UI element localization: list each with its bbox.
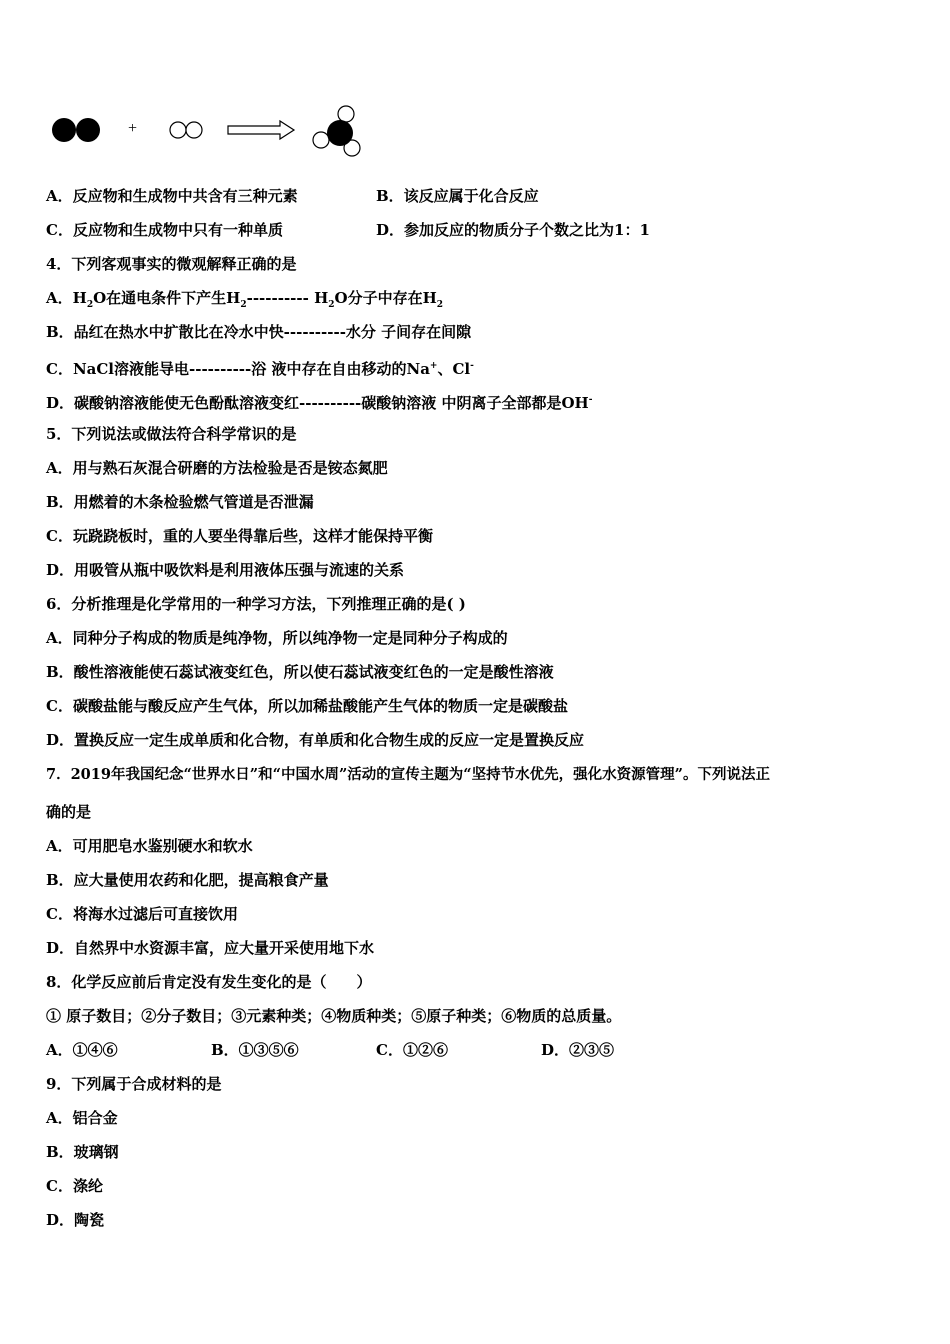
q8-option-c[interactable]: C．①②⑥ [376, 1041, 448, 1059]
reactant-molecule-light-atom-2 [186, 122, 202, 138]
reaction-arrow [228, 121, 294, 139]
reaction-diagram [48, 100, 378, 164]
q8-option-d[interactable]: D．②③⑤ [541, 1041, 615, 1059]
q6-option-a[interactable]: A．同种分子构成的物质是纯净物，所以纯净物一定是同种分子构成的 [46, 629, 508, 647]
q5-stem: 5．下列说法或做法符合科学常识的是 [46, 425, 297, 443]
q5-option-d[interactable]: D．用吸管从瓶中吸饮料是利用液体压强与流速的关系 [46, 561, 405, 579]
q6-option-b[interactable]: B．酸性溶液能使石蕊试液变红色，所以使石蕊试液变红色的一定是酸性溶液 [46, 663, 554, 681]
q7-stem-line2: 确的是 [46, 803, 92, 821]
q4-option-a[interactable]: A．$H_2O$在通电条件下产生$H_2----------$ $H_2O$分子中存在$H_2$ [46, 289, 444, 310]
molecule-reaction-figure [48, 100, 378, 164]
q9-option-b[interactable]: B．玻璃钢 [46, 1143, 119, 1161]
q6-option-d[interactable]: D．置换反应一定生成单质和化合物，有单质和化合物生成的反应一定是置换反应 [46, 731, 585, 749]
product-light-atom-top [338, 106, 354, 122]
q7-stem-line1: 7．2019年我国纪念“世界水日”和“中国水周”活动的宣传主题为“坚持节水优先，强化水资源管理”。下列说法正 [46, 766, 770, 783]
product-dark-atom [327, 120, 353, 146]
q6-stem: 6．分析推理是化学常用的一种学习方法，下列推理正确的是( ) [46, 595, 466, 613]
q8-option-a[interactable]: A．①④⑥ [46, 1041, 118, 1059]
q4-stem: 4．下列客观事实的微观解释正确的是 [46, 255, 297, 273]
q9-option-d[interactable]: D．陶瓷 [46, 1211, 105, 1229]
product-light-atom-left [313, 132, 329, 148]
q3-option-d[interactable]: D．参加反应的物质分子个数之比为1：1 [376, 221, 650, 239]
reactant-molecule-dark-atom-2 [76, 118, 100, 142]
q8-option-b[interactable]: B．①③⑤⑥ [211, 1041, 299, 1059]
reactant-molecule-dark-atom-1 [52, 118, 76, 142]
q7-option-a[interactable]: A．可用肥皂水鉴别硬水和软水 [46, 837, 253, 855]
reactant-molecule-light-atom-1 [170, 122, 186, 138]
q3-option-b[interactable]: B．该反应属于化合反应 [376, 187, 539, 205]
q7-option-c[interactable]: C．将海水过滤后可直接饮用 [46, 905, 238, 923]
q4-option-d[interactable]: D．碳酸钠溶液能使无色酚酞溶液变红----------碳酸钠溶液 中阴离子全部都是OH- [46, 394, 593, 412]
q4-option-b[interactable]: B．品红在热水中扩散比在冷水中快----------水分 子间存在间隙 [46, 323, 472, 341]
q9-stem: 9．下列属于合成材料的是 [46, 1075, 222, 1093]
q5-option-c[interactable]: C．玩跷跷板时，重的人要坐得靠后些，这样才能保持平衡 [46, 527, 433, 545]
q5-option-a[interactable]: A．用与熟石灰混合研磨的方法检验是否是铵态氮肥 [46, 459, 388, 477]
q4-option-c[interactable]: C．NaCl溶液能导电----------浴 液中存在自由移动的Na+、Cl- [46, 360, 474, 378]
q8-stem: 8．化学反应前后肯定没有发生变化的是（ ） [46, 973, 372, 991]
q5-option-b[interactable]: B．用燃着的木条检验燃气管道是否泄漏 [46, 493, 314, 511]
q9-option-a[interactable]: A．铝合金 [46, 1109, 118, 1127]
q9-option-c[interactable]: C．涤纶 [46, 1177, 103, 1195]
q7-option-b[interactable]: B．应大量使用农药和化肥，提高粮食产量 [46, 871, 329, 889]
q7-option-d[interactable]: D．自然界中水资源丰富，应大量开采使用地下水 [46, 939, 375, 957]
q3-option-c[interactable]: C．反应物和生成物中只有一种单质 [46, 221, 283, 239]
q8-items: ① 原子数目；②分子数目；③元素种类；④物质种类；⑤原子种类；⑥物质的总质量。 [46, 1007, 622, 1025]
q6-option-c[interactable]: C．碳酸盐能与酸反应产生气体，所以加稀盐酸能产生气体的物质一定是碳酸盐 [46, 697, 568, 715]
plus-sign: + [128, 120, 138, 137]
q3-option-a[interactable]: A．反应物和生成物中共含有三种元素 [46, 187, 298, 205]
